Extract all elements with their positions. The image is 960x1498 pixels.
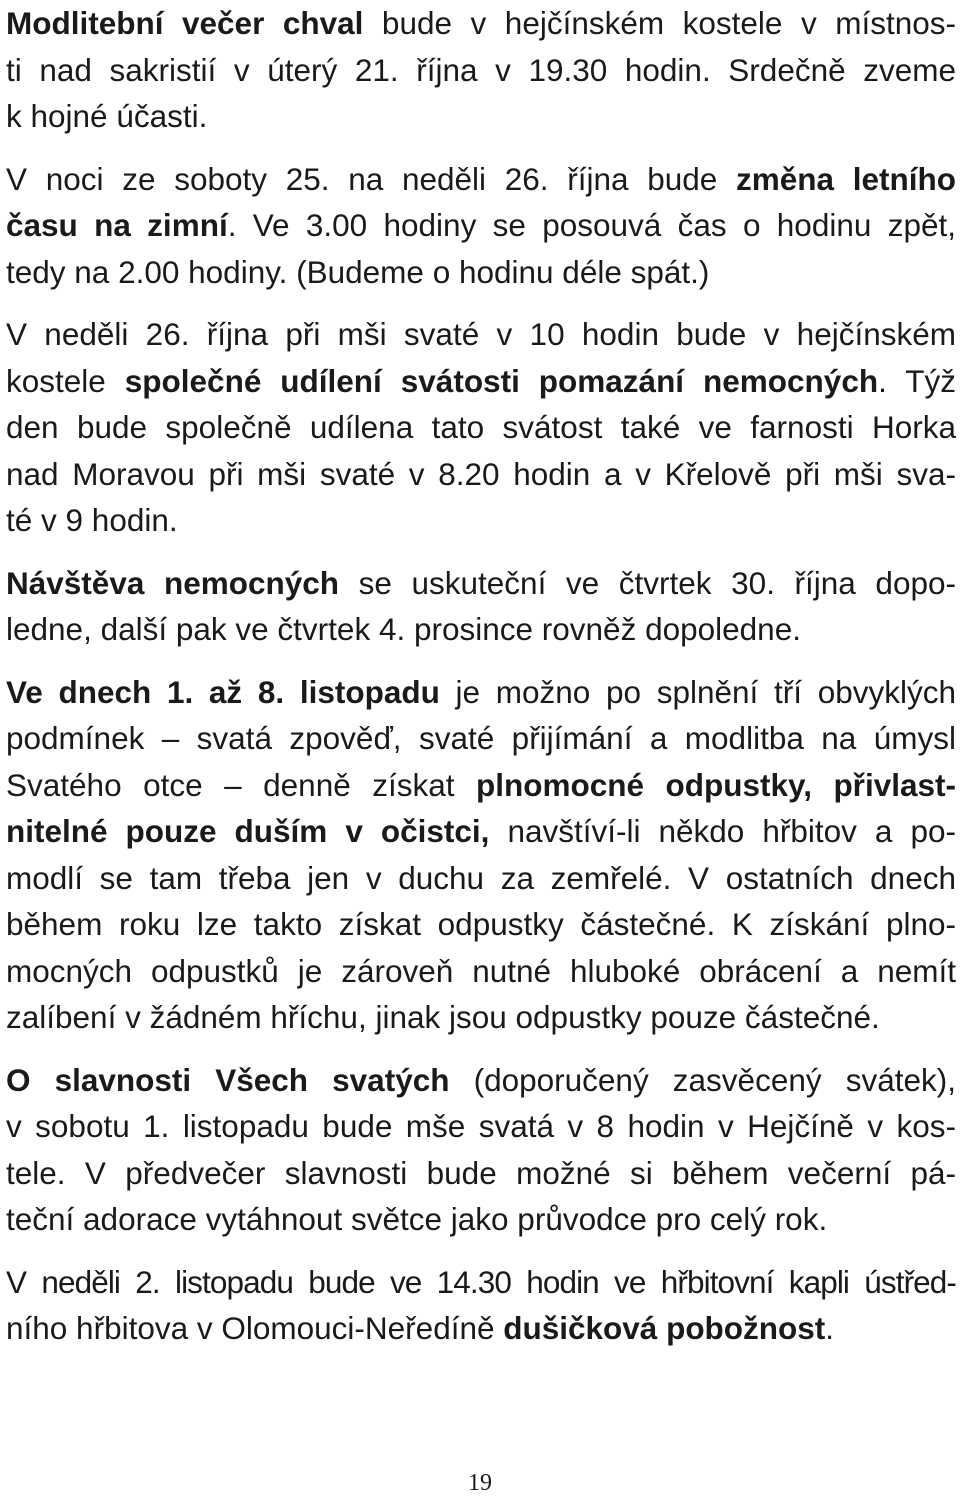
text-line (6, 0, 956, 47)
text-line (6, 994, 956, 1041)
bold-phrase: času na zimní (6, 207, 228, 243)
text-run: ledne, další pak ve čtvrtek 4. prosince rovněž dopoledne. (6, 611, 801, 647)
text-run: (doporučený zasvěcený svátek), (449, 1061, 956, 1098)
text-run: modlí se tam třeba jen v duchu za zemřelé. V ostatních dnech (6, 859, 956, 896)
bold-phrase: plnomocné odpustky, přivlast- (476, 766, 956, 803)
text-run: ního hřbitova v Olomouci-Neředíně (6, 1310, 504, 1346)
announcement-time-change (6, 156, 956, 296)
text-line (6, 249, 956, 296)
text-run: . Týž (878, 362, 956, 399)
bold-phrase: dušičková pobožnost (503, 1310, 826, 1346)
text-run: podmínek – svatá zpověď, svaté přijímání a modlitba na úmysl (6, 720, 956, 756)
text-run: kostele (6, 362, 125, 399)
bold-phrase: společné udílení svátosti pomazání nemocných (124, 362, 879, 399)
bulletin-page (6, 0, 956, 1352)
bold-phrase: Ve dnech 1. až 8. listopadu (6, 673, 440, 710)
text-line (6, 948, 956, 995)
text-run: den bude společně udílena tato svátost také ve farnosti Horka (6, 409, 956, 445)
text-line (6, 715, 956, 762)
text-line (6, 156, 956, 203)
text-run: v sobotu 1. listopadu bude mše svatá v 8 hodin v Hejčíně v kos- (6, 1108, 956, 1144)
text-run: V neděli 2. listopadu bude ve 14.30 hodin ve hřbitovní kapli ústřed- (6, 1263, 956, 1300)
text-run: nad Moravou při mši svaté v 8.20 hodin a v Křelově při mši sva- (6, 455, 956, 492)
paragraph-gap (6, 140, 956, 156)
bold-phrase: O slavnosti Všech svatých (6, 1061, 450, 1098)
announcement-all-saints (6, 1057, 956, 1243)
text-line (6, 47, 956, 94)
text-line (6, 451, 956, 498)
paragraph-gap (6, 1243, 956, 1259)
text-run: tedy na 2.00 hodiny. (Budeme o hodinu déle spát.) (6, 253, 710, 290)
text-run: mocných odpustků je zároveň nutné hluboké obrácení a nemít (6, 952, 956, 989)
bold-phrase: nitelné pouze duším v očistci, (6, 813, 490, 849)
paragraph-gap (6, 653, 956, 669)
text-line (6, 311, 956, 358)
text-run: se uskuteční ve čtvrtek 30. října dopo- (339, 564, 956, 601)
text-run: V noci ze soboty 25. na neděli 26. října bude (6, 160, 737, 197)
paragraph-gap (6, 295, 956, 311)
text-line (6, 901, 956, 948)
text-line (6, 93, 956, 140)
text-line (6, 560, 956, 607)
text-line (6, 404, 956, 451)
text-line (6, 762, 956, 809)
text-line (6, 808, 956, 855)
text-line (6, 606, 956, 653)
text-run: k hojné účasti. (6, 98, 208, 134)
text-run: během roku lze takto získat odpustky částečné. K získání plno- (6, 906, 956, 942)
text-line (6, 1057, 956, 1104)
bold-phrase: Návštěva nemocných (6, 564, 340, 601)
paragraph-gap (6, 544, 956, 560)
announcement-indulgences (6, 669, 956, 1041)
text-line (6, 358, 956, 405)
announcement-prayer-evening (6, 0, 956, 140)
bold-phrase: Modlitební večer chval (6, 5, 364, 41)
text-line (6, 1305, 956, 1352)
paragraph-gap (6, 1041, 956, 1057)
text-line (6, 1259, 956, 1306)
announcement-all-souls (6, 1259, 956, 1352)
text-run: je možno po splnění tří obvyklých (439, 673, 956, 710)
page-number: 19 (468, 1470, 492, 1496)
text-run: navštíví-li někdo hřbitov a po- (489, 813, 956, 849)
text-run: bude v hejčínském kostele v místnos- (363, 5, 957, 41)
text-line (6, 855, 956, 902)
text-run: ti nad sakristií v úterý 21. října v 19.30 hodin. Srdečně zveme (6, 51, 956, 88)
text-line (6, 202, 956, 249)
text-line (6, 497, 956, 544)
text-line (6, 1150, 956, 1197)
announcement-anointing-sick (6, 311, 956, 544)
text-run: té v 9 hodin. (6, 502, 178, 538)
text-run: teční adorace vytáhnout světce jako průvodce pro celý rok. (6, 1201, 828, 1237)
text-run: Svatého otce – denně získat (6, 766, 477, 803)
text-run: V neděli 26. října při mši svaté v 10 hodin bude v hejčínském (6, 316, 956, 352)
announcements-body (6, 0, 956, 1352)
text-line (6, 1103, 956, 1150)
text-run: . Ve 3.00 hodiny se posouvá čas o hodinu zpět, (227, 207, 956, 243)
text-line (6, 1196, 956, 1243)
text-run: zalíbení v žádném hříchu, jinak jsou odpustky pouze částečné. (6, 999, 880, 1035)
text-line (6, 669, 956, 716)
text-run: tele. V předvečer slavnosti bude možné si během večerní pá- (6, 1154, 956, 1191)
text-run: . (825, 1310, 835, 1346)
announcement-visiting-sick (6, 560, 956, 653)
bold-phrase: změna letního (736, 160, 956, 197)
